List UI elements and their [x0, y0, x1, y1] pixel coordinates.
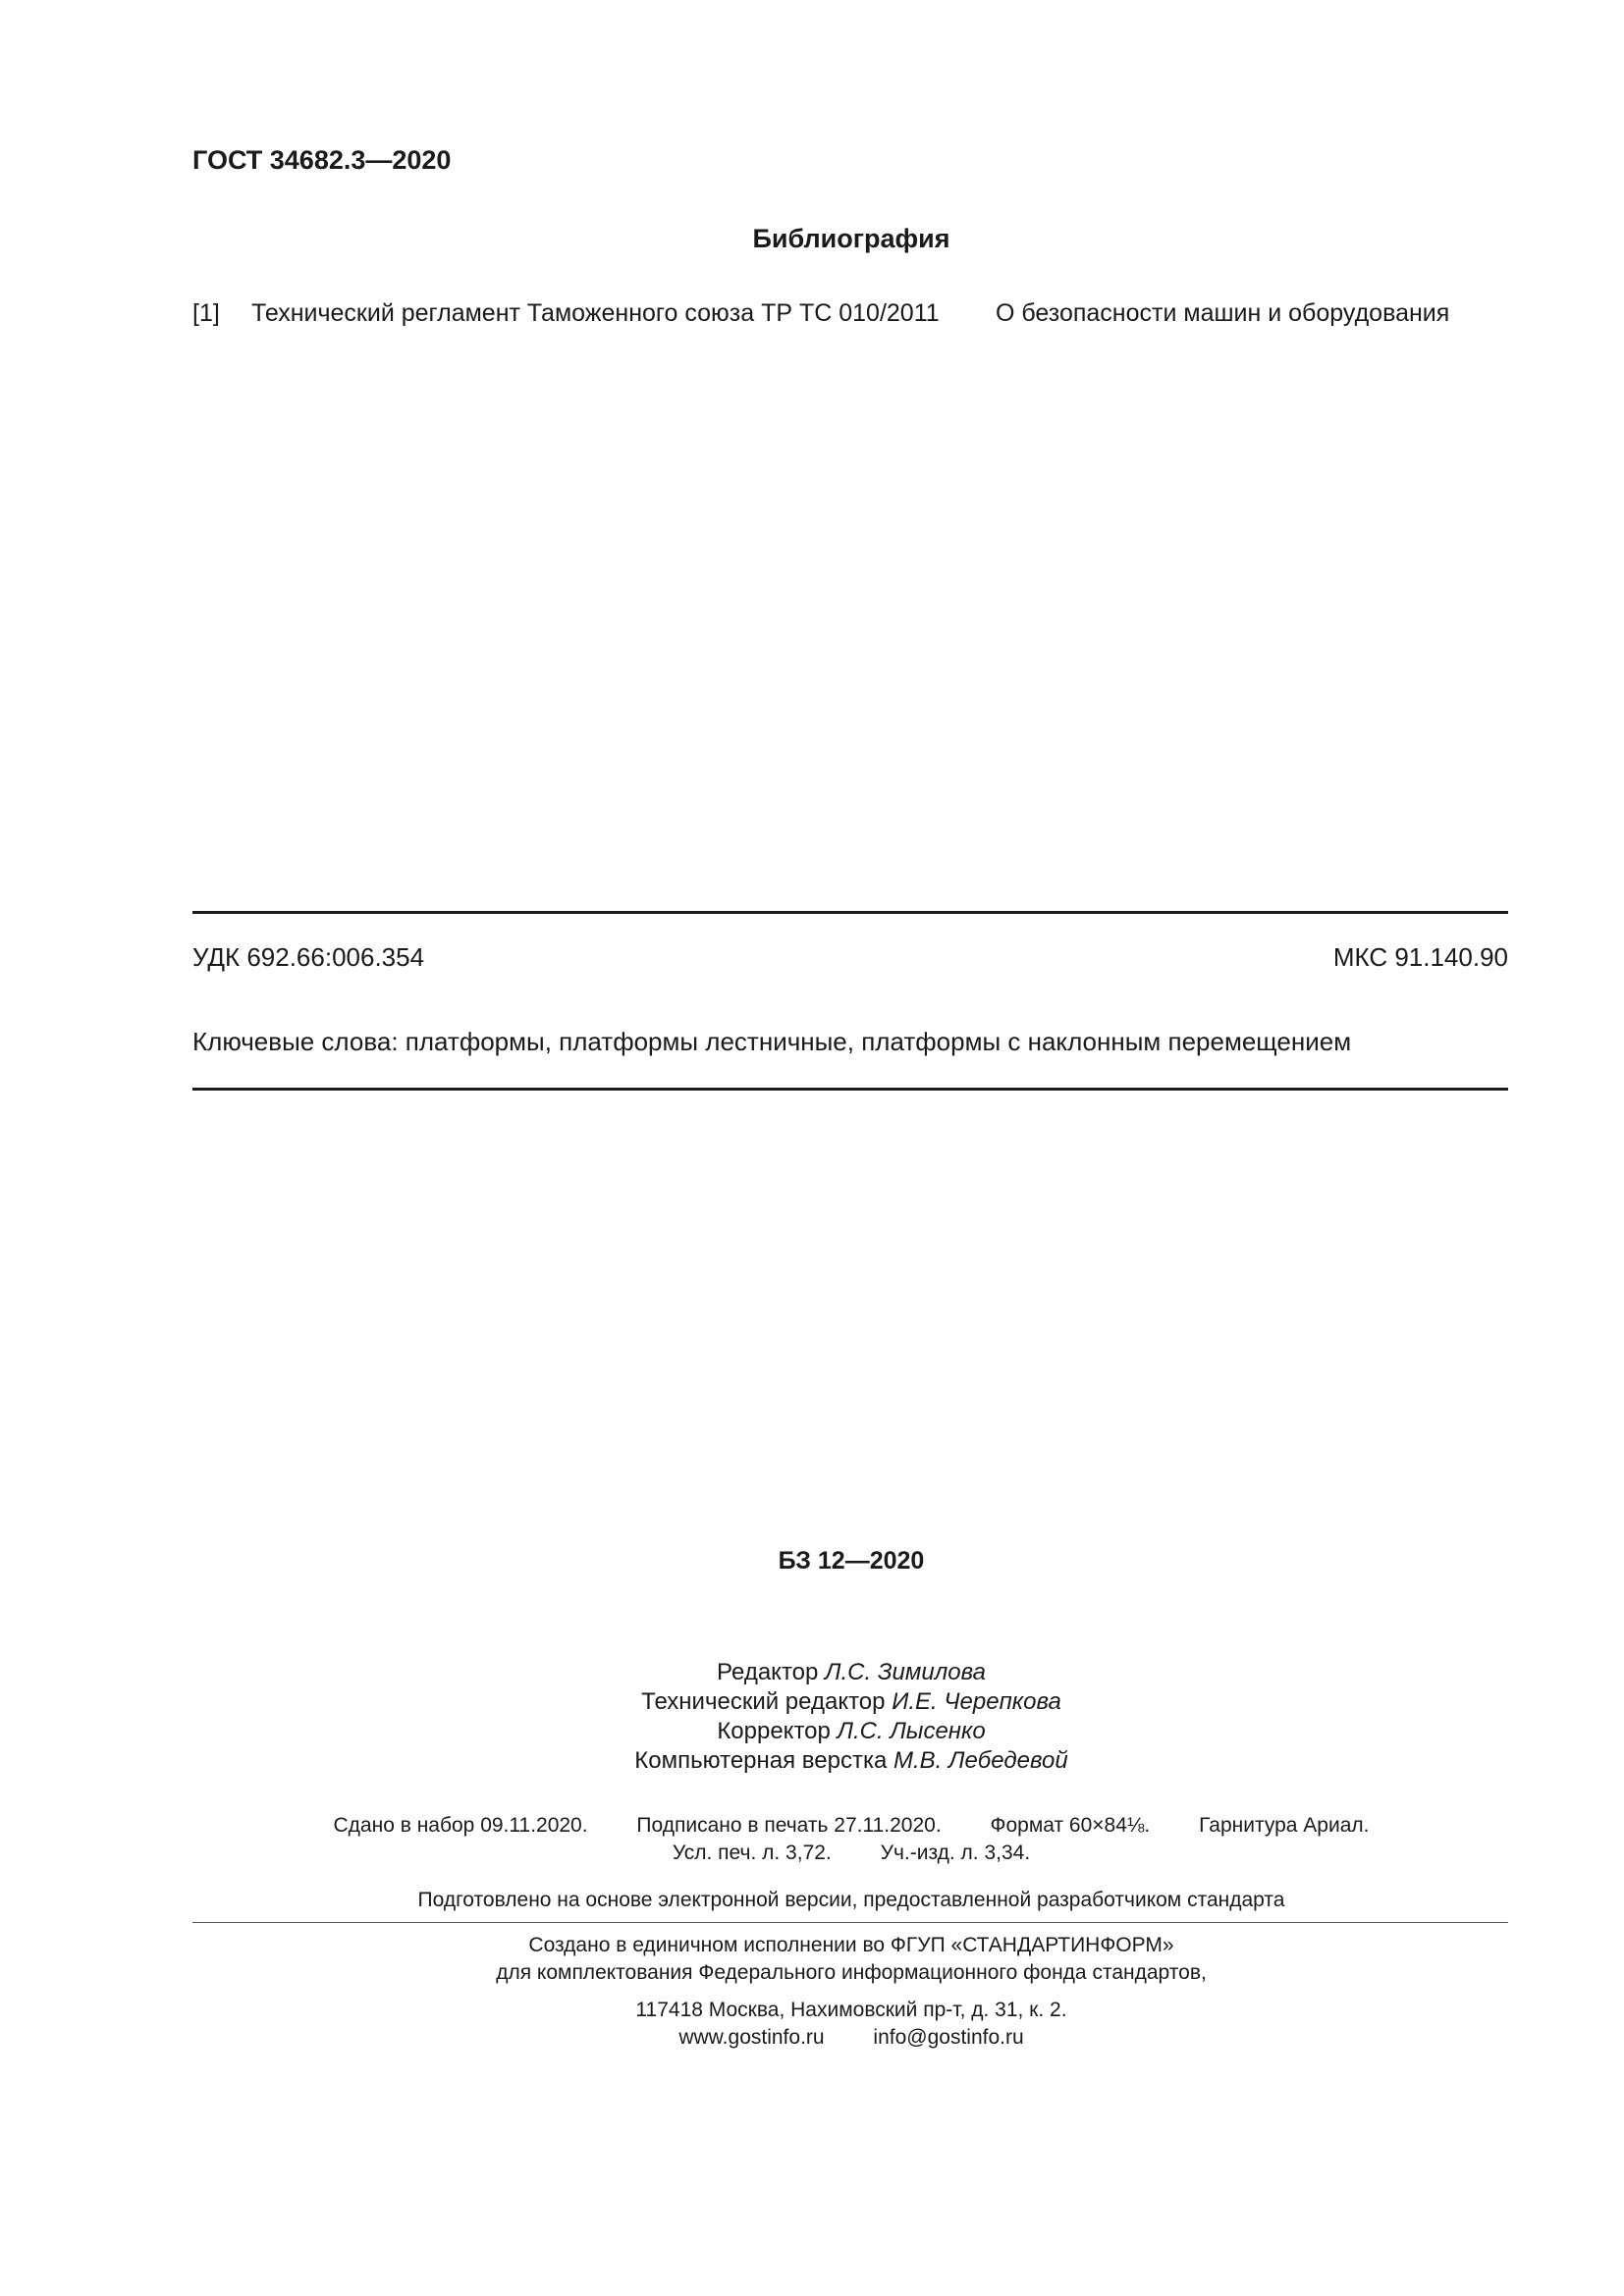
- submitted-date: Сдано в набор 09.11.2020.: [333, 1814, 588, 1837]
- bibliography-item: [192, 299, 1508, 335]
- bibliography-item-document: Технический регламент Таможенного союза ТР ТС 010/2011: [251, 299, 940, 327]
- website-link[interactable]: www.gostinfo.ru: [678, 2026, 825, 2049]
- print-sheets: Усл. печ. л. 3,72.: [672, 1842, 832, 1864]
- publication-sheets: Уч.-изд. л. 3,34.: [880, 1842, 1031, 1864]
- bz-number: БЗ 12—2020: [778, 1547, 925, 1575]
- created-note: Создано в единичном исполнении во ФГУП «СТАНДАРТИНФОРМ»: [528, 1934, 1174, 1956]
- corrector-name: Л.С. Лысенко: [837, 1718, 986, 1744]
- layout-label: Компьютерная верстка: [634, 1747, 888, 1774]
- address: 117418 Москва, Нахимовский пр-т, д. 31, к. 2.: [635, 1999, 1067, 2021]
- bibliography-item-number: [1]: [192, 299, 220, 327]
- bibliography-item-title: О безопасности машин и оборудования: [996, 299, 1450, 327]
- udk-code: УДК 692.66:006.354: [192, 942, 425, 972]
- editor-name: Л.С. Зимилова: [825, 1659, 986, 1685]
- corrector-line: [0, 1718, 1624, 1745]
- corrector-label: Корректор: [717, 1718, 831, 1744]
- sheets-line: [0, 1842, 1624, 1865]
- paper-format: Формат 60×84⅛.: [990, 1814, 1151, 1837]
- bibliography-title: Библиография: [752, 224, 950, 253]
- signed-date: Подписано в печать 27.11.2020.: [636, 1814, 942, 1837]
- typeface: Гарнитура Ариал.: [1199, 1814, 1370, 1837]
- contacts-line: [0, 2026, 1624, 2050]
- mks-code: МКС 91.140.90: [1332, 942, 1508, 972]
- editor-label: Редактор: [717, 1659, 819, 1685]
- print-details-line: [0, 1814, 1624, 1838]
- top-rule: [192, 911, 1508, 914]
- document-code: ГОСТ 34682.3—2020: [192, 145, 452, 175]
- email-link[interactable]: info@gostinfo.ru: [873, 2026, 1024, 2049]
- layout-line: [0, 1747, 1624, 1775]
- purpose-note: для комплектования Федерального информационного фонда стандартов,: [496, 1961, 1207, 1984]
- imprint-rule: [192, 1922, 1508, 1923]
- bottom-rule: [192, 1088, 1508, 1091]
- tech-editor-name: И.Е. Черепкова: [892, 1688, 1061, 1715]
- tech-editor-label: Технический редактор: [641, 1688, 886, 1715]
- editor-line: [0, 1659, 1624, 1686]
- prepared-note: Подготовлено на основе электронной версии, предоставленной разработчиком стандарта: [417, 1889, 1285, 1911]
- keywords: Ключевые слова: платформы, платформы лестничные, платформы с наклонным перемещением: [192, 1027, 1352, 1056]
- layout-name: М.В. Лебедевой: [893, 1747, 1068, 1774]
- tech-editor-line: [0, 1688, 1624, 1716]
